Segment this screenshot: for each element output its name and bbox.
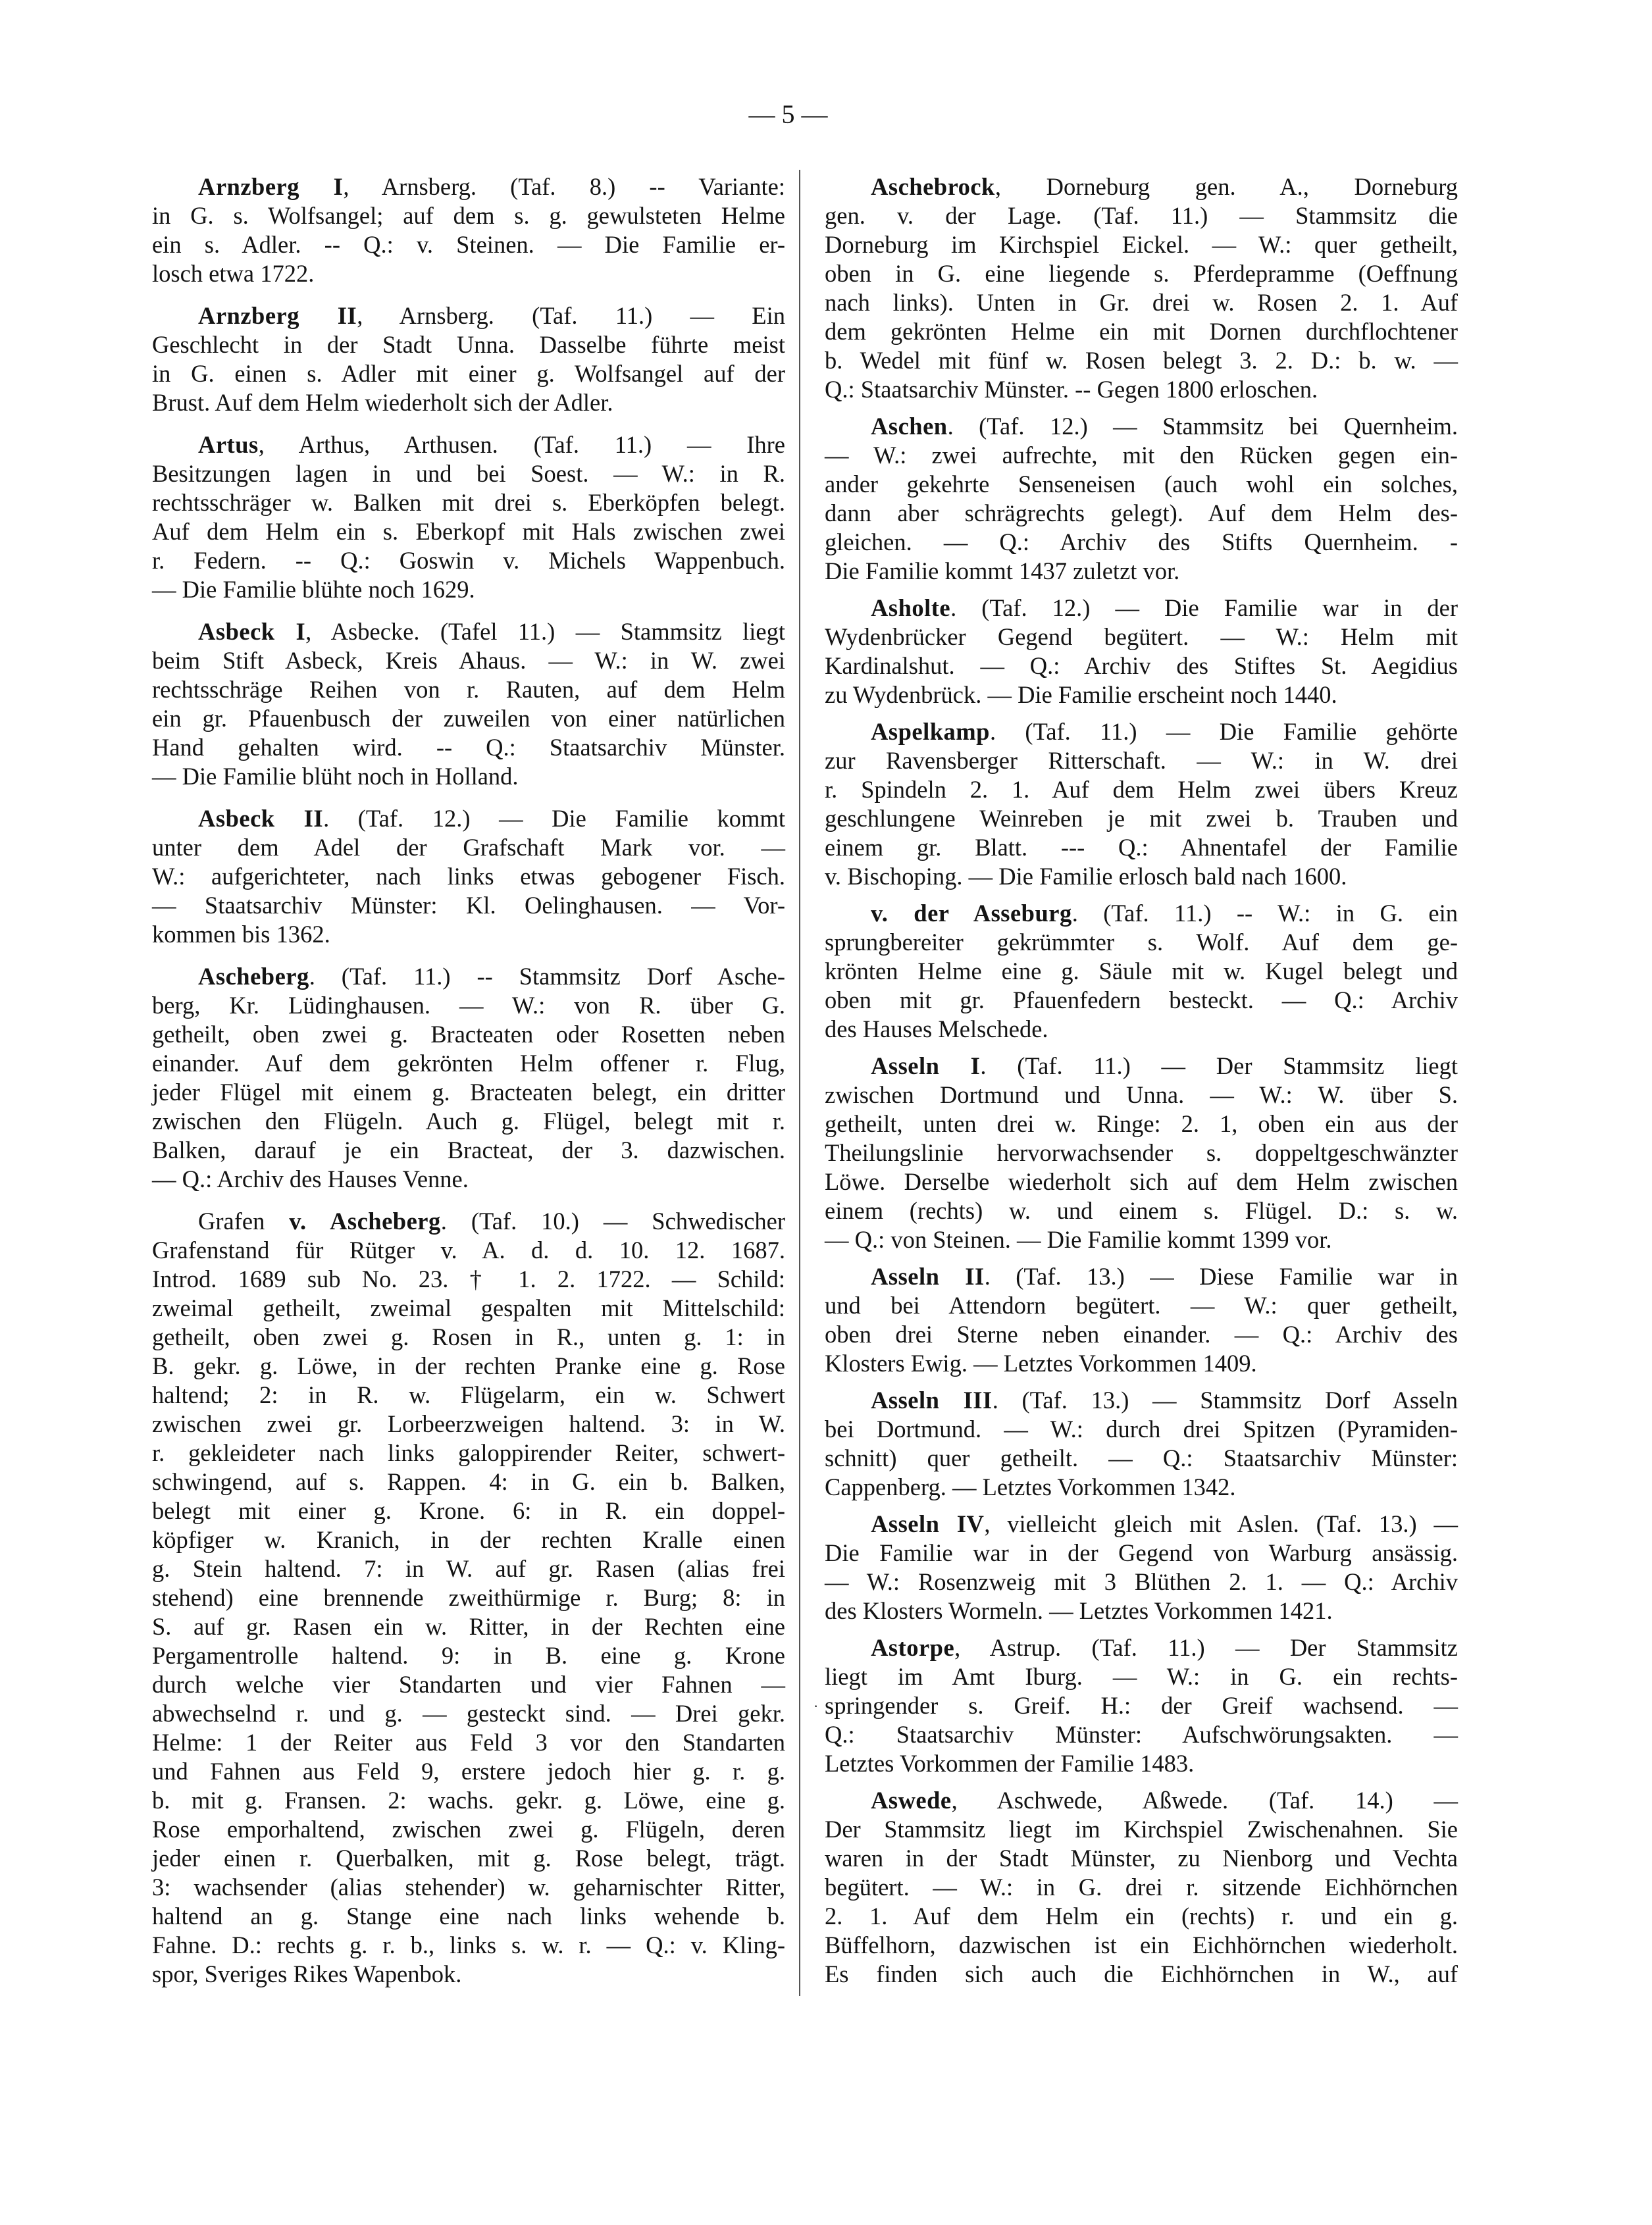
entry-line: — W.: zwei aufrechte, mit den Rücken gegen ein- (825, 442, 1458, 469)
entry-first-line (825, 717, 1458, 746)
entry-line: gleichen. — Q.: Archiv des Stifts Quernheim. - (825, 528, 1458, 555)
entry-line: ein gr. Pfauenbusch der zuweilen von einer natürlichen (152, 705, 785, 732)
entry-first-line (152, 1207, 785, 1236)
entry-headword: Asbeck I (198, 618, 306, 645)
entry-first-line (825, 1052, 1458, 1081)
entry-first-line (825, 1510, 1458, 1539)
entry-headword: Aswede (871, 1787, 952, 1814)
entry-headword: Aschebrock (871, 173, 995, 200)
entry-text: , Arnsberg. (Taf. 8.) -- Variante: (343, 173, 785, 200)
entry-line: Cappenberg. — Letztes Vorkommen 1342. (825, 1473, 1236, 1500)
armorial-entry (152, 301, 785, 417)
entry-line: sprungbereiter gekrümmter s. Wolf. Auf dem ge- (825, 929, 1458, 956)
entry-headword: Asseln I (871, 1052, 981, 1079)
entry-text: . (Taf. 12.) — Stammsitz bei Quernheim. (947, 413, 1458, 440)
entry-headword: Asseln III (871, 1387, 993, 1414)
entry-line: Hand gehalten wird. -- Q.: Staatsarchiv Münster. (152, 734, 785, 761)
entry-text: , Dorneburg gen. A., Dorneburg (994, 173, 1458, 200)
armorial-entry (152, 172, 785, 288)
entry-line: Löwe. Derselbe wiederholt sich auf dem Helm zwischen (825, 1168, 1458, 1195)
entry-line: unter dem Adel der Grafschaft Mark vor. — (152, 834, 785, 861)
entry-line: 3: wachsender (alias stehender) w. geharnischter Ritter, (152, 1874, 785, 1901)
entry-line: in G. einen s. Adler mit einer g. Wolfsangel auf der (152, 360, 785, 387)
entry-line: rechtsschräge Reihen von r. Rauten, auf dem Helm (152, 676, 785, 703)
entry-first-line (152, 617, 785, 646)
entry-line: liegt im Amt Iburg. — W.: in G. ein rechts- (825, 1663, 1458, 1690)
column-divider (799, 170, 800, 1996)
armorial-entry (152, 962, 785, 1194)
entry-headword: Asbeck II (198, 805, 324, 832)
entry-line: haltend; 2: in R. w. Flügelarm, ein w. Schwert (152, 1381, 785, 1408)
entry-line: begütert. — W.: in G. drei r. sitzende Eichhörnchen (825, 1874, 1458, 1901)
entry-first-line (825, 1786, 1458, 1815)
entry-line: 2. 1. Auf dem Helm ein (rechts) r. und ein g. (825, 1903, 1458, 1930)
armorial-entry (152, 430, 785, 604)
entry-headword: v. Ascheberg (289, 1208, 441, 1235)
margin-dot: · (813, 1698, 819, 1714)
entry-line: gen. v. der Lage. (Taf. 11.) — Stammsitz die (825, 202, 1458, 229)
entry-line: einem gr. Blatt. --- Q.: Ahnentafel der Familie (825, 834, 1458, 861)
entry-prefix: Grafen (198, 1208, 290, 1235)
entry-line: Helme: 1 der Reiter aus Feld 3 vor den Standarten (152, 1729, 785, 1756)
entry-line: Rose emporhaltend, zwischen zwei g. Flügeln, deren (152, 1816, 785, 1843)
entry-first-line (825, 1262, 1458, 1291)
entry-headword: Asholte (871, 594, 951, 621)
armorial-entry (152, 804, 785, 949)
entry-first-line (825, 594, 1458, 623)
armorial-entry (825, 899, 1458, 1044)
entry-line: — Die Familie blüht noch in Holland. (152, 763, 519, 790)
entry-line: Balken, darauf je ein Bracteat, der 3. dazwischen. (152, 1137, 785, 1164)
entry-line: des Hauses Melschede. (825, 1015, 1048, 1042)
entry-line: zwischen zwei gr. Lorbeerzweigen haltend. 3: in W. (152, 1410, 785, 1437)
entry-line: und bei Attendorn begütert. — W.: quer getheilt, (825, 1292, 1458, 1319)
armorial-entry (152, 617, 785, 791)
armorial-entry (825, 1510, 1458, 1625)
entry-line: Auf dem Helm ein s. Eberkopf mit Hals zwischen zwei (152, 518, 785, 545)
armorial-entry (825, 1052, 1458, 1254)
entry-headword: Aspelkamp (871, 718, 990, 745)
entry-line: Q.: Staatsarchiv Münster. -- Gegen 1800 erloschen. (825, 376, 1318, 403)
entry-line: r. Federn. -- Q.: Goswin v. Michels Wappenbuch. (152, 547, 785, 574)
entry-line: dann aber schrägrechts gelegt). Auf dem Helm des- (825, 499, 1458, 526)
entry-line: Die Familie war in der Gegend von Warburg ansässig. (825, 1539, 1458, 1566)
entry-text: . (Taf. 13.) — Diese Familie war in (984, 1263, 1458, 1290)
entry-line: getheilt, unten drei w. Ringe: 2. 1, oben ein aus der (825, 1110, 1458, 1137)
entry-line: Der Stammsitz liegt im Kirchspiel Zwischenahnen. Sie (825, 1816, 1458, 1843)
entry-line: haltend an g. Stange eine nach links wehende b. (152, 1903, 785, 1930)
armorial-entry (825, 1262, 1458, 1378)
entry-line: belegt mit einer g. Krone. 6: in R. ein doppel- (152, 1497, 785, 1524)
entry-line: Q.: Staatsarchiv Münster: Aufschwörungsakten. — (825, 1721, 1458, 1748)
entry-line: einander. Auf dem gekrönten Helm offener r. Flug, (152, 1050, 785, 1077)
entry-line: W.: aufgerichteter, nach links etwas gebogener Fisch. (152, 863, 785, 890)
entry-line: in G. s. Wolfsangel; auf dem s. g. gewulsteten Helme (152, 202, 785, 229)
entry-headword: Arnzberg II (198, 302, 357, 329)
entry-text: , Arthus, Arthusen. (Taf. 11.) — Ihre (258, 431, 785, 458)
entry-line: Büffelhorn, dazwischen ist ein Eichhörnchen wiederholt. (825, 1931, 1458, 1958)
entry-line: Die Familie kommt 1437 zuletzt vor. (825, 557, 1180, 584)
armorial-entry (825, 1786, 1458, 1989)
entry-line: nach links). Unten in Gr. drei w. Rosen 2. 1. Auf (825, 289, 1458, 316)
entry-first-line (152, 962, 785, 991)
entry-first-line (825, 1633, 1458, 1662)
entry-line: kommen bis 1362. (152, 921, 330, 948)
entry-line: spor, Sveriges Rikes Wapenbok. (152, 1960, 462, 1987)
entry-line: Letztes Vorkommen der Familie 1483. (825, 1750, 1195, 1777)
entry-headword: Astorpe (871, 1634, 955, 1661)
armorial-entry (825, 1386, 1458, 1502)
entry-line: Grafenstand für Rütger v. A. d. d. 10. 12. 1687. (152, 1237, 785, 1264)
entry-line: bei Dortmund. — W.: durch drei Spitzen (Pyramiden- (825, 1416, 1458, 1443)
entry-line: r. gekleideter nach links galoppirender Reiter, schwert- (152, 1439, 785, 1466)
entry-line: Dorneburg im Kirchspiel Eickel. — W.: quer getheilt, (825, 231, 1458, 258)
armorial-entry (825, 1633, 1458, 1778)
entry-line: zwischen Dortmund und Unna. — W.: W. über S. (825, 1081, 1458, 1108)
entry-headword: Ascheberg (198, 963, 309, 990)
entry-line: zweimal getheilt, zweimal gespalten mit Mittelschild: (152, 1294, 785, 1321)
entry-text: . (Taf. 11.) -- Stammsitz Dorf Asche- (309, 963, 785, 990)
entry-line: oben in G. eine liegende s. Pferdepramme (Oeffnung (825, 260, 1458, 287)
entry-line: zu Wydenbrück. — Die Familie erscheint noch 1440. (825, 681, 1337, 708)
entry-first-line (825, 172, 1458, 201)
entry-line: b. mit g. Fransen. 2: wachs. gekr. g. Löwe, eine g. (152, 1787, 785, 1814)
right-column (825, 172, 1458, 1989)
entry-first-line (152, 430, 785, 459)
entry-line: Es finden sich auch die Eichhörnchen in W., auf (825, 1960, 1458, 1987)
entry-line: S. auf gr. Rasen ein w. Ritter, in der Rechten eine (152, 1613, 785, 1640)
entry-text: . (Taf. 12.) — Die Familie war in der (950, 594, 1458, 621)
entry-line: stehend) eine brennende zweithürmige r. Burg; 8: in (152, 1584, 785, 1611)
entry-headword: Aschen (871, 413, 948, 440)
entry-text: . (Taf. 11.) -- W.: in G. ein (1071, 900, 1458, 927)
entry-text: . (Taf. 12.) — Die Familie kommt (323, 805, 785, 832)
entry-headword: Asseln II (871, 1263, 985, 1290)
entry-text: . (Taf. 11.) — Die Familie gehörte (989, 718, 1458, 745)
entry-line: Theilungslinie hervorwachsender s. doppeltgeschwänzter (825, 1139, 1458, 1166)
entry-line: Introd. 1689 sub No. 23. † 1. 2. 1722. — Schild: (152, 1266, 785, 1292)
entry-line: — Die Familie blühte noch 1629. (152, 576, 475, 603)
left-column (152, 172, 785, 1989)
armorial-entry (825, 717, 1458, 891)
page-number: — 5 — (748, 99, 828, 129)
entry-line: — Q.: von Steinen. — Die Familie kommt 1399 vor. (825, 1226, 1332, 1253)
entry-line: springender s. Greif. H.: der Greif wachsend. — (825, 1692, 1458, 1719)
entry-line: schwingend, auf s. Rappen. 4: in G. ein b. Balken, (152, 1468, 785, 1495)
entry-headword: v. der Asseburg (871, 900, 1072, 927)
entry-line: köpfiger w. Kranich, in der rechten Kralle einen (152, 1526, 785, 1553)
entry-first-line (152, 301, 785, 330)
entry-line: Geschlecht in der Stadt Unna. Dasselbe führte meist (152, 331, 785, 358)
entry-line: v. Bischoping. — Die Familie erlosch bald nach 1600. (825, 863, 1347, 890)
entry-headword: Asseln IV (871, 1510, 985, 1537)
armorial-entry (825, 412, 1458, 586)
entry-line: r. Spindeln 2. 1. Auf dem Helm zwei übers Kreuz (825, 776, 1458, 803)
entry-line: beim Stift Asbeck, Kreis Ahaus. — W.: in W. zwei (152, 647, 785, 674)
entry-line: oben mit gr. Pfauenfedern besteckt. — Q.: Archiv (825, 986, 1458, 1013)
entry-line: losch etwa 1722. (152, 260, 315, 287)
entry-line: Brust. Auf dem Helm wiederholt sich der Adler. (152, 389, 613, 416)
entry-line: krönten Helme eine g. Säule mit w. Kugel belegt und (825, 958, 1458, 985)
entry-text: . (Taf. 10.) — Schwedischer (440, 1208, 786, 1235)
entry-line: dem gekrönten Helme ein mit Dornen durchflochtener (825, 318, 1458, 345)
entry-line: waren in der Stadt Münster, zu Nienborg und Vechta (825, 1845, 1458, 1872)
entry-line: jeder einen r. Querbalken, mit g. Rose belegt, trägt. (152, 1845, 785, 1872)
entry-line: durch welche vier Standarten und vier Fahnen — (152, 1671, 785, 1698)
entry-text: . (Taf. 13.) — Stammsitz Dorf Asseln (992, 1387, 1458, 1414)
entry-line: Fahne. D.: rechts g. r. b., links s. w. r. — Q.: v. Kling- (152, 1931, 785, 1958)
entry-line: getheilt, oben zwei g. Rosen in R., unten g. 1: in (152, 1323, 785, 1350)
entry-line: abwechselnd r. und g. — gesteckt sind. — Drei gekr. (152, 1700, 785, 1727)
entry-text: . (Taf. 11.) — Der Stammsitz liegt (980, 1052, 1458, 1079)
entry-line: Wydenbrücker Gegend begütert. — W.: Helm mit (825, 623, 1458, 650)
entry-line: ander gekehrte Senseneisen (auch wohl ein solches, (825, 471, 1458, 498)
entry-line: des Klosters Wormeln. — Letztes Vorkommen 1421. (825, 1597, 1333, 1624)
entry-line: ein s. Adler. -- Q.: v. Steinen. — Die Familie er- (152, 231, 785, 258)
armorial-entry (825, 594, 1458, 709)
entry-first-line (152, 172, 785, 201)
entry-line: einem (rechts) w. und einem s. Flügel. D.: s. w. (825, 1197, 1458, 1224)
armorial-entry (152, 1207, 785, 1989)
entry-line: — Staatsarchiv Münster: Kl. Oelinghausen. — Vor- (152, 892, 785, 919)
entry-line: Kardinalshut. — Q.: Archiv des Stiftes St. Aegidius (825, 652, 1458, 679)
entry-line: schnitt) quer getheilt. — Q.: Staatsarchiv Münster: (825, 1445, 1458, 1471)
entry-line: oben drei Sterne neben einander. — Q.: Archiv des (825, 1321, 1458, 1348)
entry-line: — W.: Rosenzweig mit 3 Blüthen 2. 1. — Q.: Archiv (825, 1568, 1458, 1595)
entry-line: berg, Kr. Lüdinghausen. — W.: von R. über G. (152, 992, 785, 1019)
entry-line: jeder Flügel mit einem g. Bracteaten belegt, ein dritter (152, 1079, 785, 1106)
entry-first-line (152, 804, 785, 833)
entry-text: , Arnsberg. (Taf. 11.) — Ein (357, 302, 785, 329)
entry-first-line (825, 1386, 1458, 1415)
entry-line: geschlungene Weinreben je mit zwei b. Trauben und (825, 805, 1458, 832)
entry-first-line (825, 412, 1458, 441)
entry-line: Besitzungen lagen in und bei Soest. — W.: in R. (152, 460, 785, 487)
entry-line: Pergamentrolle haltend. 9: in B. eine g. Krone (152, 1642, 785, 1669)
entry-line: zwischen den Flügeln. Auch g. Flügel, belegt mit r. (152, 1108, 785, 1135)
entry-headword: Arnzberg I (198, 173, 344, 200)
entry-text: , Astrup. (Taf. 11.) — Der Stammsitz (954, 1634, 1458, 1661)
entry-first-line (825, 899, 1458, 928)
entry-line: B. gekr. g. Löwe, in der rechten Pranke eine g. Rose (152, 1352, 785, 1379)
entry-line: und Fahnen aus Feld 9, erstere jedoch hier g. r. g. (152, 1758, 785, 1785)
entry-line: zur Ravensberger Ritterschaft. — W.: in W. drei (825, 747, 1458, 774)
entry-line: b. Wedel mit fünf w. Rosen belegt 3. 2. D.: b. w. — (825, 347, 1458, 374)
entry-line: g. Stein haltend. 7: in W. auf gr. Rasen (alias frei (152, 1555, 785, 1582)
entry-line: rechtsschräger w. Balken mit drei s. Eberköpfen belegt. (152, 489, 785, 516)
entry-headword: Artus (198, 431, 259, 458)
entry-text: , Asbecke. (Tafel 11.) — Stammsitz liegt (305, 618, 785, 645)
entry-line: — Q.: Archiv des Hauses Venne. (152, 1165, 469, 1192)
entry-text: , vielleicht gleich mit Aslen. (Taf. 13.) — (984, 1510, 1458, 1537)
armorial-entry (825, 172, 1458, 404)
entry-line: Klosters Ewig. — Letztes Vorkommen 1409. (825, 1350, 1257, 1377)
entry-text: , Aschwede, Aßwede. (Taf. 14.) — (951, 1787, 1458, 1814)
entry-line: getheilt, oben zwei g. Bracteaten oder Rosetten neben (152, 1021, 785, 1048)
